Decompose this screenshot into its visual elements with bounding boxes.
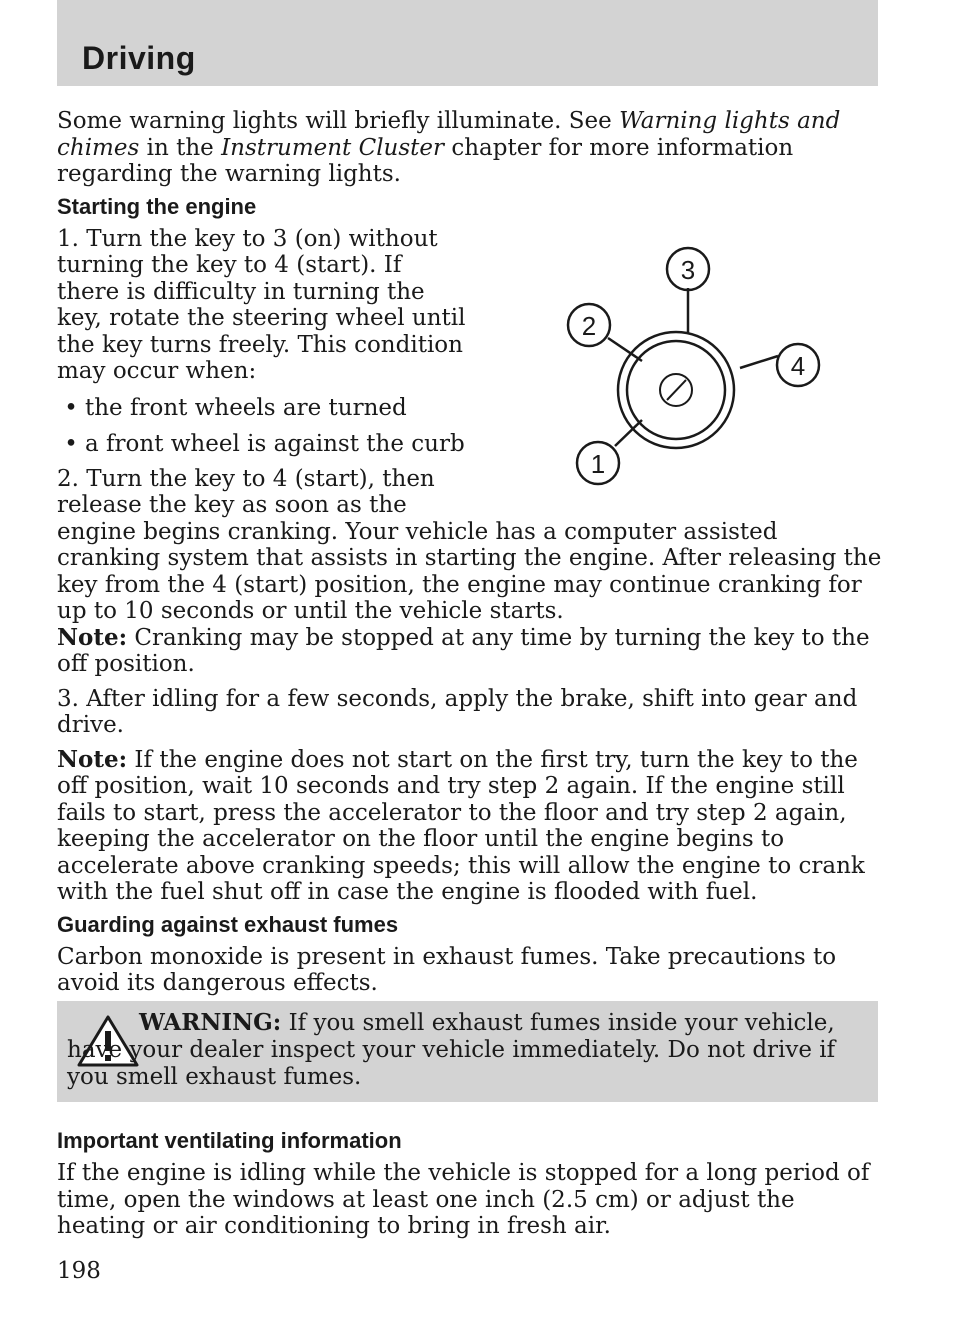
warning-text: WARNING: If you smell exhaust fumes inside your vehicle, have your dealer inspect your vehicle immediately. Do not drive if you smell exhaust fumes. — [67, 1009, 836, 1090]
heading-exhaust-fumes: Guarding against exhaust fumes — [57, 911, 399, 937]
position-4-line — [740, 356, 778, 368]
ignition-diagram — [560, 238, 840, 488]
step-2a: 2. Turn the key to 4 (start), then release the key as soon as the — [57, 465, 435, 518]
warning-box — [57, 1001, 878, 1102]
link-warning-lights: Warning lights and chimes — [57, 108, 841, 161]
chapter-title: Driving — [82, 40, 196, 76]
position-2-line — [608, 338, 642, 361]
position-3-label: 3 — [680, 255, 696, 285]
warning-label: WARNING: — [139, 1009, 282, 1036]
note-label: Note: — [57, 745, 128, 773]
bullet-icon: • — [64, 431, 78, 457]
bullet-icon: • — [64, 394, 78, 421]
step-1: 1. Turn the key to 3 (on) without turning the key to 4 (start). If there is difficulty in turning the key, rotate the steering wheel until the key turns freely. This condition may occur when: — [57, 225, 466, 384]
exhaust-paragraph: Carbon monoxide is present in exhaust fumes. Take precautions to avoid its dangerous effects. — [57, 943, 837, 996]
heading-ventilating: Important ventilating information — [57, 1128, 402, 1153]
position-2-label: 2 — [581, 311, 597, 341]
ventilating-paragraph: If the engine is idling while the vehicle is stopped for a long period of time, open the windows at least one inch (2.5 cm) or adjust the heating or air conditioning to bring in fresh air. — [57, 1160, 870, 1239]
page-number: 198 — [57, 1258, 101, 1284]
heading-starting-engine: Starting the engine — [57, 193, 257, 219]
list-item: • the front wheels are turned — [57, 395, 882, 422]
ventilating-section — [57, 1122, 882, 1240]
link-instrument-cluster: Instrument Cluster — [221, 134, 445, 161]
step-2b: engine begins cranking. Your vehicle has a computer assisted cranking system that assists in starting the engine. After releasing the key from the 4 (start) position, the engine may continue cranking for up to 10 seconds or until the vehicle starts. — [57, 518, 882, 624]
note-1: Note: Cranking may be stopped at any time by turning the key to the off position. — [57, 623, 870, 677]
note-label: Note: — [57, 623, 128, 651]
list-item: • a front wheel is against the curb — [57, 431, 882, 458]
step-3: 3. After idling for a few seconds, apply the brake, shift into gear and drive. — [57, 685, 858, 738]
position-1-label: 1 — [590, 449, 606, 479]
intro-paragraph: Some warning lights will briefly illuminate. See Warning lights and chimes in the Instrument Cluster chapter for more information regarding the warning lights. — [57, 108, 841, 187]
position-4-label: 4 — [790, 351, 806, 381]
page-header — [57, 0, 878, 86]
note-2: Note: If the engine does not start on the first try, turn the key to the off position, wait 10 seconds and try step 2 again. If the engine still fails to start, press the accelerator to the floor and try step 2 again, keeping the accelerator on the floor until the engine begins to accelerate above cranking speeds; this will allow the engine to crank with the fuel shut off in case the engine is flooded with fuel. — [57, 745, 865, 905]
